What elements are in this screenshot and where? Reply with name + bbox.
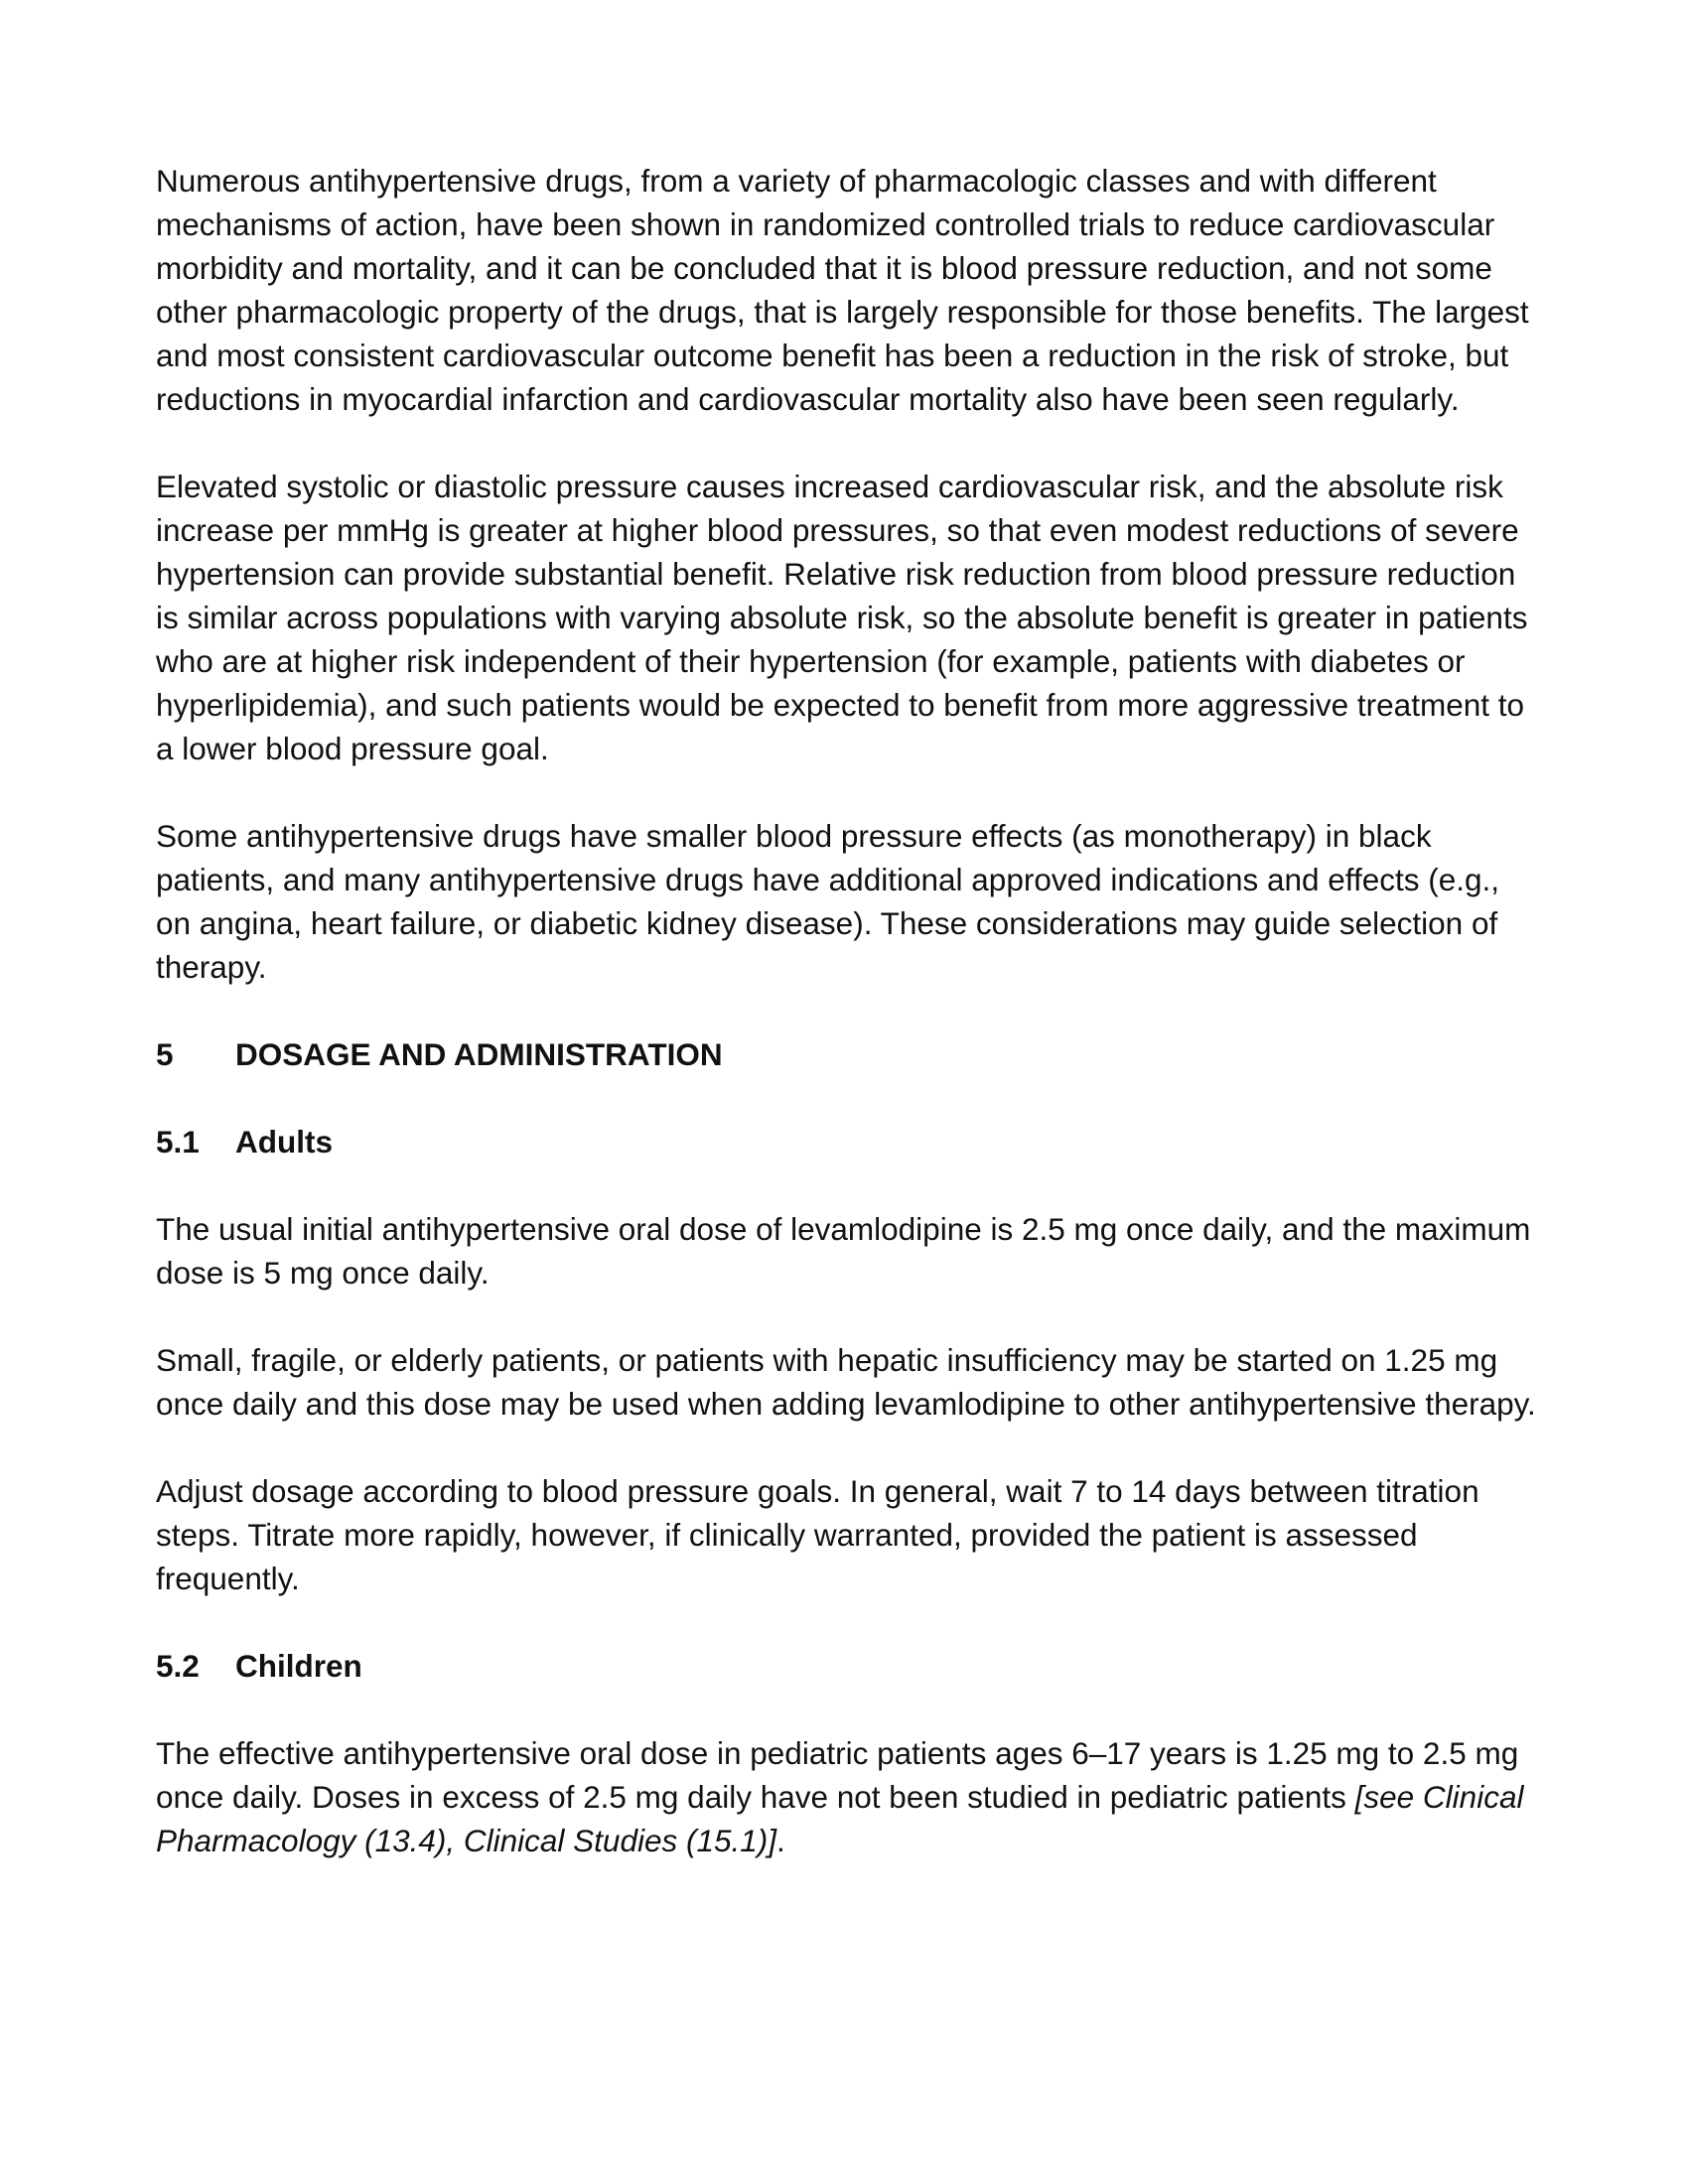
section-5-1-heading xyxy=(156,1120,1536,1163)
section-5-1-number: 5.1 xyxy=(156,1124,200,1160)
adults-paragraph-2: Small, fragile, or elderly patients, or patients with hepatic insufficiency may be started on 1.25 mg once daily and this dose may be used when adding levamlodipine to other antihypertensive therapy. xyxy=(156,1342,1536,1422)
children-paragraph-end: . xyxy=(776,1823,785,1858)
section-5-heading xyxy=(156,1032,1536,1076)
section-5-1-title: Adults xyxy=(235,1124,333,1160)
section-5-number: 5 xyxy=(156,1036,174,1072)
children-paragraph xyxy=(156,1731,1536,1862)
intro-paragraph-2: Elevated systolic or diastolic pressure causes increased cardiovascular risk, and the absolute risk increase per mmHg is greater at higher blood pressures, so that even modest reductions of severe hypertension can provide substantial benefit. Relative risk reduction from blood pressure reduction is similar across populations with varying absolute risk, so the absolute benefit is greater in patients who are at higher risk independent of their hypertension (for example, patients with diabetes or hyperlipidemia), and such patients would be expected to benefit from more aggressive treatment to a lower blood pressure goal. xyxy=(156,469,1528,766)
adults-paragraph-3: Adjust dosage according to blood pressure goals. In general, wait 7 to 14 days between titration steps. Titrate more rapidly, however, if clinically warranted, provided the patient is assessed frequently. xyxy=(156,1473,1479,1596)
document-page xyxy=(156,159,1536,1906)
children-paragraph-text: The effective antihypertensive oral dose in pediatric patients ages 6–17 years is 1.25 mg to 2.5 mg once daily. Doses in excess of 2.5 mg daily have not been studied in pediatric patients xyxy=(156,1735,1519,1815)
clinical-reference: [see Clinical Pharmacology (13.4), Clinical Studies (15.1)] xyxy=(156,1779,1524,1858)
intro-paragraph-1: Numerous antihypertensive drugs, from a variety of pharmacologic classes and with different mechanisms of action, have been shown in randomized controlled trials to reduce cardiovascular morbidity and mortality, and it can be concluded that it is blood pressure reduction, and not some other pharmacologic property of the drugs, that is largely responsible for those benefits. The largest and most consistent cardiovascular outcome benefit has been a reduction in the risk of stroke, but reductions in myocardial infarction and cardiovascular mortality also have been seen regularly. xyxy=(156,163,1529,417)
section-5-title: DOSAGE AND ADMINISTRATION xyxy=(235,1036,723,1072)
section-5-2-heading xyxy=(156,1644,1536,1688)
intro-paragraph-3: Some antihypertensive drugs have smaller blood pressure effects (as monotherapy) in black patients, and many antihypertensive drugs have additional approved indications and effects (e.g., on angina, heart failure, or diabetic kidney disease). These considerations may guide selection of therapy. xyxy=(156,818,1500,985)
section-5-2-title: Children xyxy=(235,1648,362,1684)
section-5-2-number: 5.2 xyxy=(156,1648,200,1684)
adults-paragraph-1: The usual initial antihypertensive oral dose of levamlodipine is 2.5 mg once daily, and the maximum dose is 5 mg once daily. xyxy=(156,1211,1531,1291)
